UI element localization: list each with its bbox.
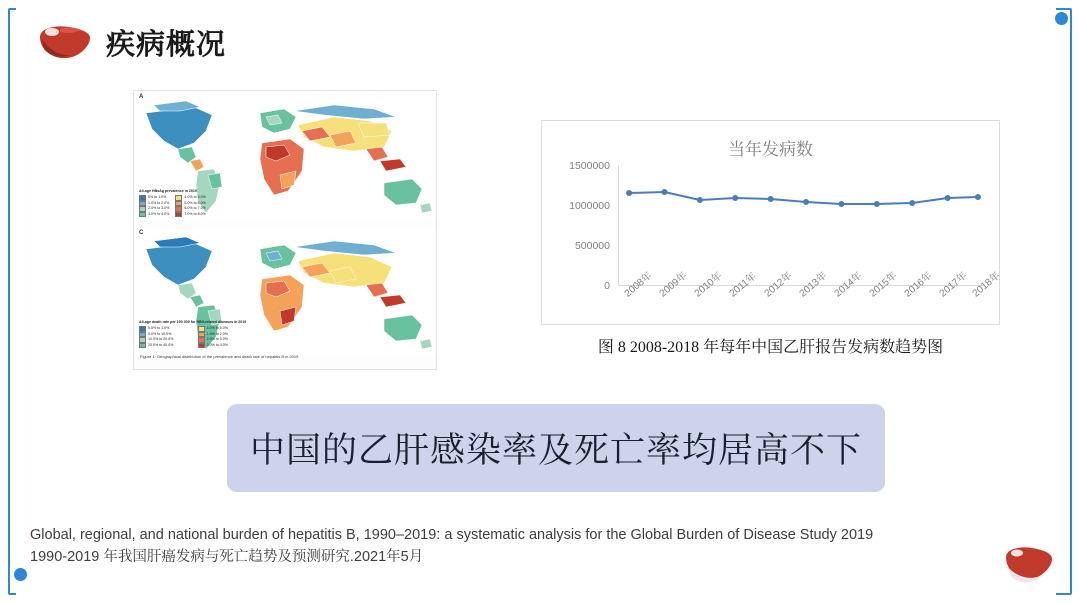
legend-label: 0.0% to 1.0% bbox=[148, 326, 170, 331]
key-message-text: 中国的乙肝感染率及死亡率均居高不下 bbox=[249, 431, 862, 470]
legend-label: 3.0% to 4.0% bbox=[206, 342, 229, 347]
liver-icon bbox=[36, 23, 92, 63]
x-tick-label: 2014年 bbox=[832, 270, 865, 300]
y-tick-label: 500000 bbox=[574, 239, 610, 252]
references-block bbox=[30, 524, 980, 569]
legend-label: 2.0% to 3.0% bbox=[206, 337, 229, 342]
x-axis bbox=[618, 270, 1003, 328]
legend-label: 6.0% to 7.0% bbox=[184, 206, 206, 211]
world-map-figure bbox=[133, 90, 437, 370]
reference-line: Global, regional, and national burden of hepatitis B, 1990–2019: a systematic analysis for the Global Burden of Disease Study 2019 bbox=[30, 527, 874, 543]
x-tick-label: 2015年 bbox=[867, 270, 900, 300]
legend-label: 1.0% to 2.0% bbox=[206, 331, 229, 336]
legend-label: 2.0% to 3.0% bbox=[148, 206, 170, 211]
x-tick-label: 2013年 bbox=[797, 270, 830, 300]
legend-label: 4.0% to 5.0% bbox=[184, 195, 206, 200]
y-axis bbox=[542, 160, 614, 292]
decorative-dot-top-right bbox=[1055, 12, 1068, 25]
legend-label: 1.0% to 2.0% bbox=[148, 200, 170, 205]
chart-figure-caption: 图 8 2008-2018 年每年中国乙肝报告发病数趋势图 bbox=[597, 339, 944, 356]
legend-label: 3.0% to 4.0% bbox=[148, 211, 170, 216]
legend-swatch bbox=[139, 212, 146, 218]
x-tick-label: 2009年 bbox=[657, 270, 690, 300]
map-panel-c-label: C bbox=[139, 230, 144, 236]
legend-label: 0% to 1.0% bbox=[148, 195, 167, 200]
y-tick-label: 1000000 bbox=[569, 199, 610, 212]
x-tick-label: 2016年 bbox=[902, 270, 935, 300]
slide-header bbox=[36, 22, 226, 63]
legend-label: 4.0% to 5.0% bbox=[206, 326, 229, 331]
map-a-legend bbox=[139, 189, 206, 217]
map-c-legend bbox=[139, 320, 246, 348]
decorative-dot-bottom-left bbox=[14, 568, 27, 581]
x-tick-label: 2011年 bbox=[727, 270, 759, 300]
chart-plot-area bbox=[542, 160, 1003, 316]
legend-item bbox=[139, 212, 169, 218]
legend-swatch bbox=[198, 343, 205, 349]
map-a-legend-title: All-age HBsAg prevalence in 2019 bbox=[139, 188, 197, 193]
legend-label: 20.0% to 40.0% bbox=[148, 342, 174, 347]
map-panel-a bbox=[134, 91, 436, 221]
page-title: 疾病概况 bbox=[106, 29, 227, 61]
x-tick-label: 2010年 bbox=[692, 270, 725, 300]
legend-item bbox=[175, 212, 205, 218]
legend-label: 5.0% to 6.0% bbox=[184, 200, 206, 205]
chart-series-svg bbox=[619, 166, 983, 286]
map-panel-c bbox=[134, 227, 436, 362]
map-figure-caption: Figure 1: Geographical distribution of the prevalence and death rate of hepatitis B in 2019 bbox=[140, 354, 299, 359]
y-tick-label: 0 bbox=[604, 280, 610, 292]
reference-line: 1990-2019 年我国肝癌发病与死亡趋势及预测研究.2021年5月 bbox=[30, 549, 424, 566]
legend-item bbox=[198, 343, 247, 349]
incidence-line-chart bbox=[541, 120, 1003, 325]
chart-canvas bbox=[618, 166, 983, 286]
x-tick-label: 2008年 bbox=[622, 270, 655, 300]
y-tick-label: 1500000 bbox=[569, 160, 610, 172]
legend-label: 7.0% to 8.0% bbox=[184, 211, 206, 216]
x-tick-label: 2017年 bbox=[937, 270, 970, 300]
legend-swatch bbox=[175, 212, 182, 218]
map-panel-a-label: A bbox=[139, 94, 144, 100]
map-c-legend-title: All-age death rate per 100 000 for HBV-related diseases in 2019 bbox=[139, 319, 247, 324]
key-message-banner bbox=[227, 404, 885, 492]
legend-label: 10.0% to 20.0% bbox=[148, 337, 174, 342]
x-tick-label: 2012年 bbox=[762, 270, 795, 300]
legend-swatch bbox=[139, 343, 146, 349]
chart-title: 当年发病数 bbox=[728, 140, 813, 159]
corner-liver-logo-icon bbox=[1002, 543, 1054, 589]
legend-label: 5.0% to 10.0% bbox=[148, 331, 172, 336]
x-tick-label: 2018年 bbox=[970, 270, 1003, 300]
legend-item bbox=[139, 343, 192, 349]
